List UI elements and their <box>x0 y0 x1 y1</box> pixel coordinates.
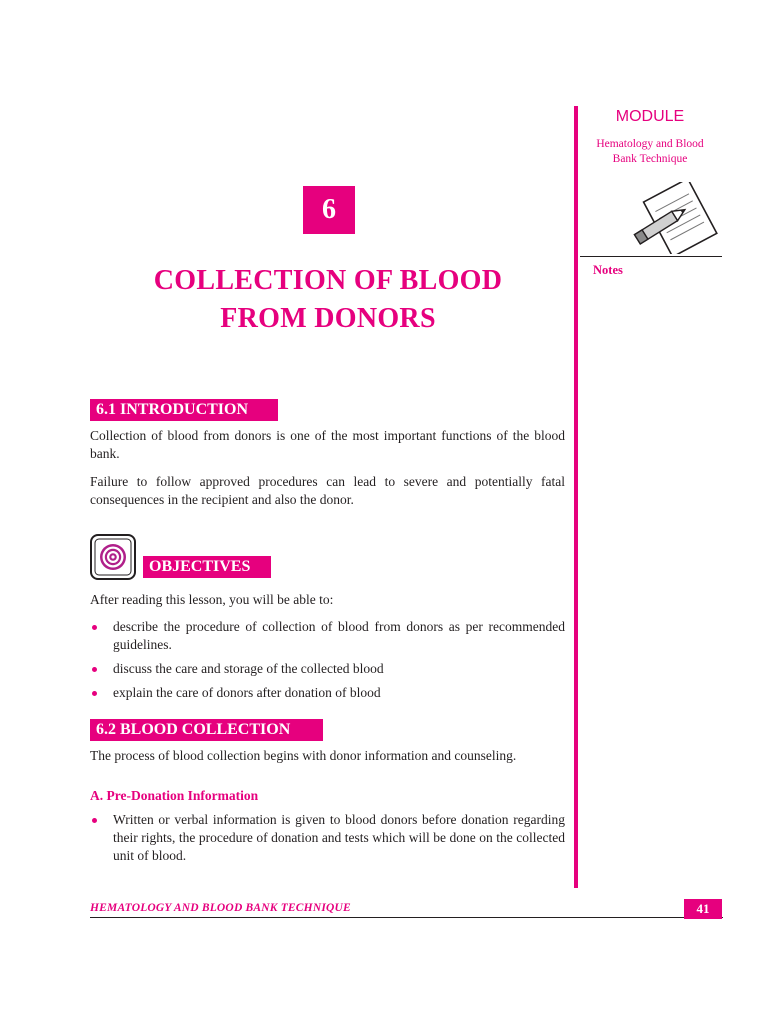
target-icon <box>90 534 136 580</box>
pre-donation-list <box>90 811 565 865</box>
list-item: describe the procedure of collection of blood from donors as per recommended guidelines. <box>90 618 565 654</box>
list-item: explain the care of donors after donation of blood <box>90 684 565 702</box>
section-heading-blood-collection: 6.2 BLOOD COLLECTION <box>90 719 323 741</box>
section-heading-introduction: 6.1 INTRODUCTION <box>90 399 278 421</box>
footer-title: HEMATOLOGY AND BLOOD BANK TECHNIQUE <box>90 902 351 914</box>
module-subtitle <box>586 137 714 167</box>
chapter-title-line-1: COLLECTION OF BLOOD <box>153 265 503 296</box>
notepad-pencil-icon <box>618 182 718 254</box>
notes-label: Notes <box>593 263 623 277</box>
module-label: MODULE <box>615 108 685 125</box>
notes-divider <box>580 256 722 257</box>
footer-divider <box>90 917 723 918</box>
page-number: 41 <box>684 899 722 919</box>
chapter-number: 6 <box>303 186 355 234</box>
chapter-title <box>90 262 566 338</box>
objectives-list <box>90 618 565 708</box>
chapter-title-line-2: FROM DONORS <box>220 303 436 334</box>
objectives-heading: OBJECTIVES <box>143 556 271 578</box>
subheading-pre-donation: A. Pre-Donation Information <box>90 788 259 803</box>
intro-paragraph-1: Collection of blood from donors is one of the most important functions of the blood bank. <box>90 428 565 461</box>
intro-paragraph-2: Failure to follow approved procedures can lead to severe and potentially fatal consequences in the recipient and also the donor. <box>90 474 565 507</box>
list-item: discuss the care and storage of the collected blood <box>90 660 565 678</box>
module-subtitle-line-2: Bank Technique <box>612 153 688 165</box>
objectives-intro: After reading this lesson, you will be able to: <box>90 592 334 607</box>
margin-divider <box>574 106 578 888</box>
blood-collection-intro: The process of blood collection begins with donor information and counseling. <box>90 748 517 763</box>
list-item: Written or verbal information is given to blood donors before donation regarding their rights, the procedure of donation and tests which will be done on the collected unit of blood. <box>90 811 565 865</box>
module-subtitle-line-1: Hematology and Blood <box>596 138 704 150</box>
